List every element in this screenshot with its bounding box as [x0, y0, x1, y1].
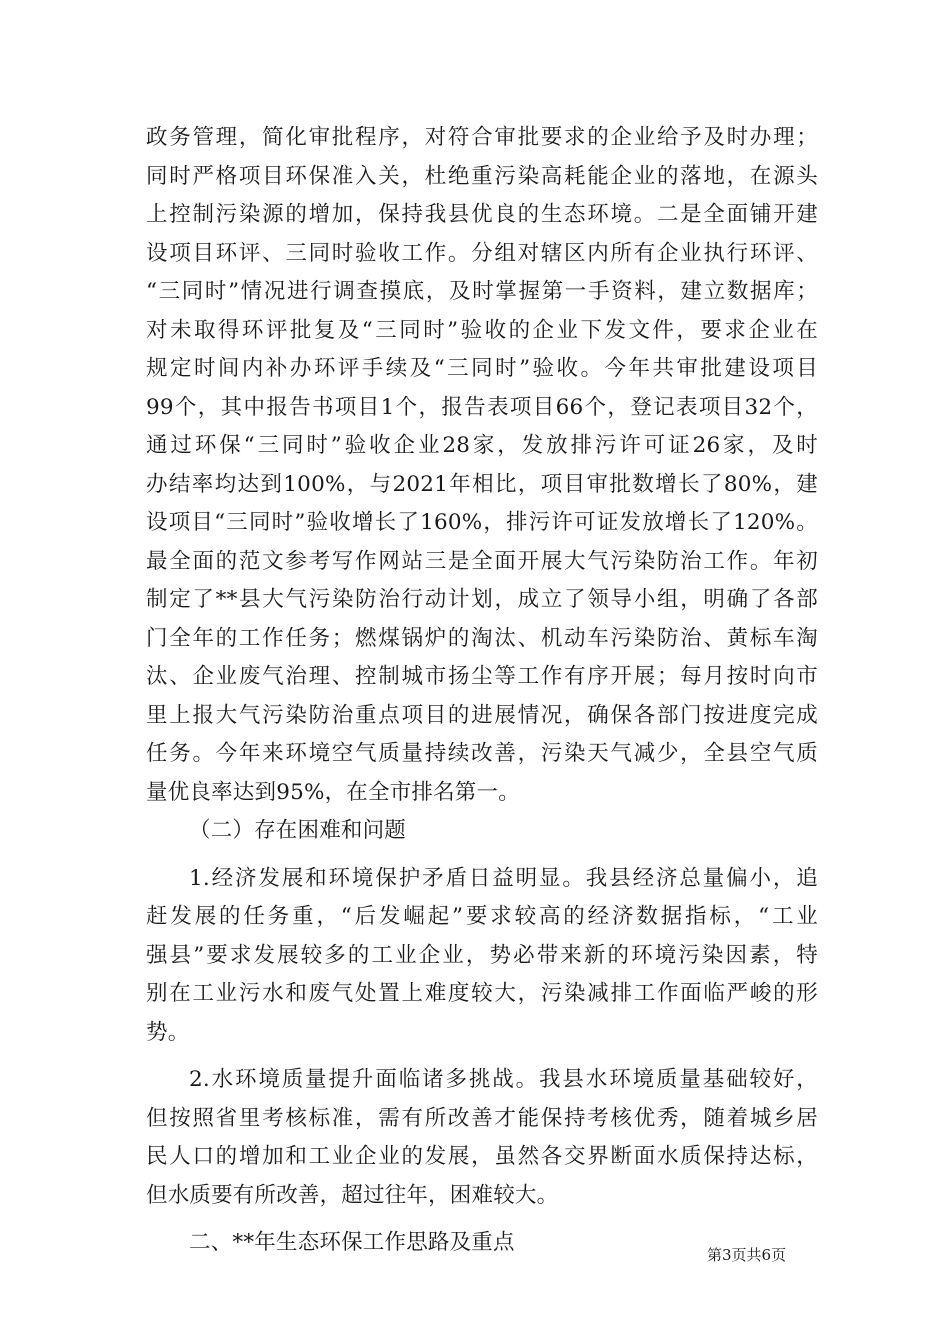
- heading-text: （二）存在困难和问题: [189, 818, 407, 843]
- text-line: 1.经济发展和环境保护矛盾日益明显。我县经济总量偏小，追: [189, 865, 818, 891]
- text-line: 门全年的工作任务；燃煤锅炉的淘汰、机动车污染防治、黄标车淘: [146, 625, 818, 651]
- text-line: 规定时间内补办环评手续及“三同时”验收。今年共审批建设项目: [146, 356, 818, 381]
- text-line: 对未取得环评批复及“三同时”验收的企业下发文件，要求企业在: [146, 317, 818, 343]
- text-line: 制定了**县大气污染防治行动计划，成立了领导小组，明确了各部: [146, 587, 818, 612]
- text-line: 99个，其中报告书项目1个，报告表项目66个，登记表项目32个，: [146, 394, 818, 420]
- text-line: 同时严格项目环保准入关，杜绝重污染高耗能企业的落地，在源头: [146, 163, 818, 189]
- text-line: 民人口的增加和工业企业的发展，虽然各交界断面水质保持达标，: [146, 1144, 818, 1169]
- text-line: 别在工业污水和废气处置上难度较大，污染减排工作面临严峻的形: [146, 981, 818, 1006]
- text-line: 汰、企业废气治理、控制城市扬尘等工作有序开展；每月按时向市: [146, 664, 818, 689]
- page-number: 第3页共6页: [707, 1246, 787, 1264]
- section-heading-difficulties: [146, 812, 818, 851]
- text-line: 最全面的范文参考写作网站三是全面开展大气污染防治工作。年初: [146, 548, 818, 574]
- text-line: 强县”要求发展较多的工业企业，势必带来新的环境污染因素，特: [146, 942, 818, 968]
- text-line: 但水质要有所改善，超过往年，困难较大。: [146, 1182, 559, 1208]
- heading-text: 二、**年生态环保工作思路及重点: [189, 1230, 515, 1255]
- text-line: 量优良率达到95%，在全市排名第一。: [146, 779, 520, 805]
- text-line: 上控制污染源的增加，保持我县优良的生态环境。二是全面铺开建: [146, 202, 818, 227]
- document-body: [146, 119, 818, 1263]
- text-line: 任务。今年来环境空气质量持续改善，污染天气减少，全县空气质: [146, 741, 818, 766]
- text-line: 2.水环境质量提升面临诸多挑战。我县水环境质量基础较好，: [189, 1067, 818, 1092]
- paragraph-economy: [146, 860, 818, 1053]
- paragraph-water: [146, 1061, 818, 1215]
- text-line: 办结率均达到100%，与2021年相比，项目审批数增长了80%，建: [146, 471, 818, 497]
- text-line: 政务管理，简化审批程序，对符合审批要求的企业给予及时办理；: [146, 125, 818, 150]
- text-line: 但按照省里考核标准，需有所改善才能保持考核优秀，随着城乡居: [146, 1105, 818, 1131]
- text-line: 里上报大气污染防治重点项目的进展情况，确保各部门按进度完成: [146, 702, 818, 728]
- text-line: 设项目环评、三同时验收工作。分组对辖区内所有企业执行环评、: [146, 240, 818, 266]
- text-line: “三同时”情况进行调查摸底，及时掌握第一手资料，建立数据库；: [146, 279, 818, 304]
- text-line: 势。: [146, 1019, 190, 1045]
- text-line: 设项目“三同时”验收增长了160%，排污许可证发放增长了120%。: [146, 510, 818, 535]
- paragraph-body: [146, 119, 818, 812]
- text-line: 通过环保“三同时”验收企业28家，发放排污许可证26家，及时: [146, 433, 818, 458]
- text-line: 赶发展的任务重，“后发崛起”要求较高的经济数据指标，“工业: [146, 904, 818, 929]
